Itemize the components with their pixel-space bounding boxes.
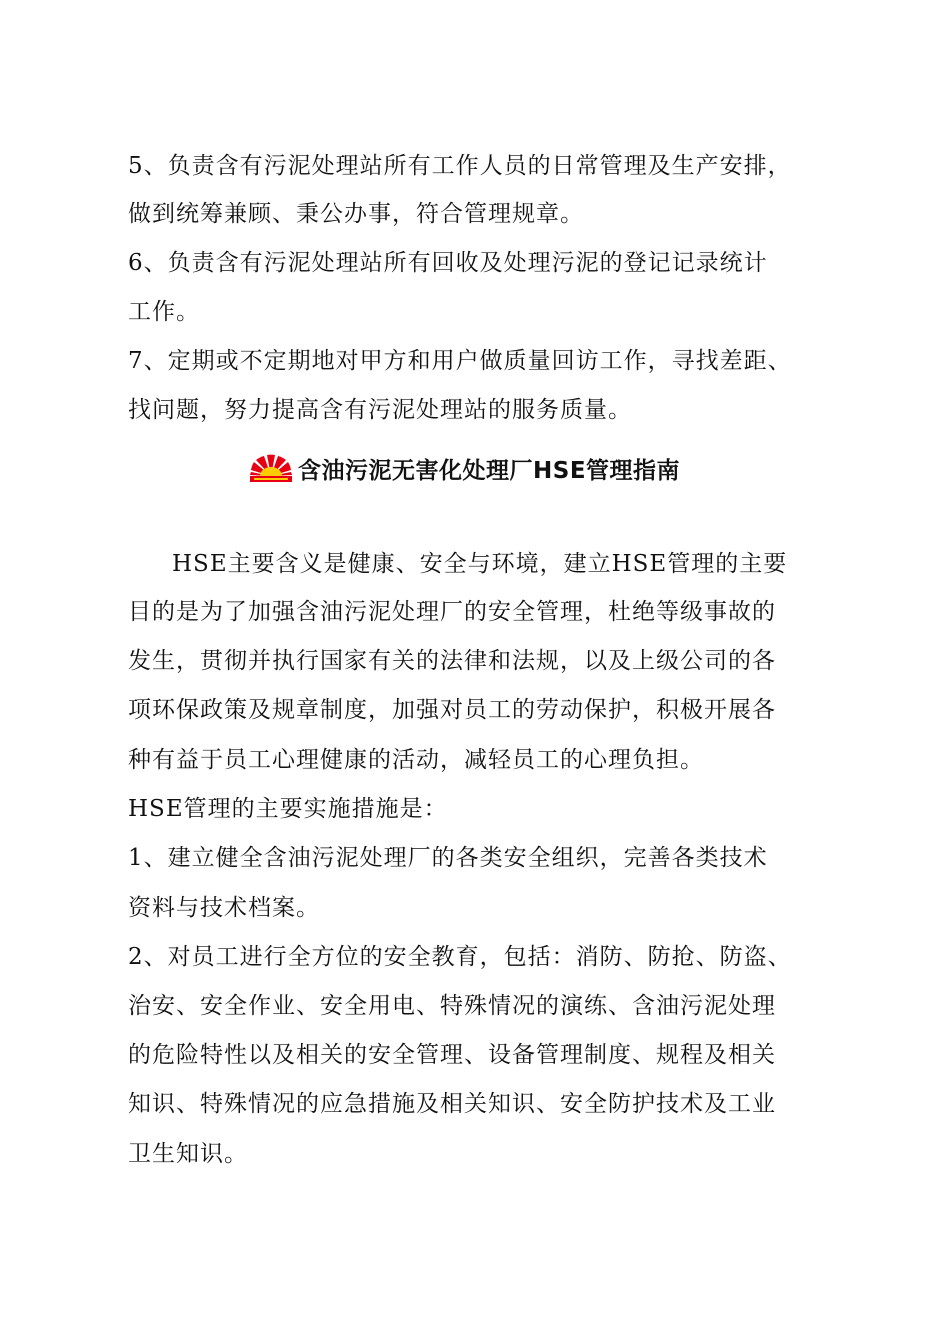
document-title-row (248, 448, 680, 488)
paragraph-line: 的危险特性以及相关的安全管理、设备管理制度、规程及相关 (128, 1042, 776, 1068)
paragraph-line: 发生，贯彻并执行国家有关的法律和法规，以及上级公司的各 (128, 648, 776, 674)
paragraph-line: 2、对员工进行全方位的安全教育，包括：消防、防抢、防盗、 (128, 944, 792, 970)
paragraph-line: 目的是为了加强含油污泥处理厂的安全管理，杜绝等级事故的 (128, 599, 776, 625)
paragraph-line: 找问题，努力提高含有污泥处理站的服务质量。 (128, 397, 632, 423)
paragraph-line: 7、定期或不定期地对甲方和用户做质量回访工作，寻找差距、 (128, 348, 792, 374)
paragraph-line: HSE主要含义是健康、安全与环境，建立HSE管理的主要 (172, 551, 788, 577)
paragraph-line: 项环保政策及规章制度，加强对员工的劳动保护，积极开展各 (128, 697, 776, 723)
paragraph-line: 资料与技术档案。 (128, 895, 320, 921)
paragraph-line: 做到统筹兼顾、秉公办事，符合管理规章。 (128, 201, 584, 227)
paragraph-line: 5、负责含有污泥处理站所有工作人员的日常管理及生产安排， (128, 153, 792, 179)
petrochina-logo-icon (248, 450, 294, 486)
paragraph-line: 1、建立健全含油污泥处理厂的各类安全组织，完善各类技术 (128, 845, 768, 871)
paragraph-line: 卫生知识。 (128, 1141, 248, 1167)
paragraph-line: 治安、安全作业、安全用电、特殊情况的演练、含油污泥处理 (128, 993, 776, 1019)
document-title: 含油污泥无害化处理厂HSE管理指南 (298, 457, 681, 484)
paragraph-line: 知识、特殊情况的应急措施及相关知识、安全防护技术及工业 (128, 1091, 776, 1117)
paragraph-line: 工作。 (128, 299, 200, 325)
paragraph-line: HSE管理的主要实施措施是： (128, 796, 448, 822)
paragraph-line: 种有益于员工心理健康的活动，减轻员工的心理负担。 (128, 747, 704, 773)
paragraph-line: 6、负责含有污泥处理站所有回收及处理污泥的登记记录统计 (128, 250, 768, 276)
